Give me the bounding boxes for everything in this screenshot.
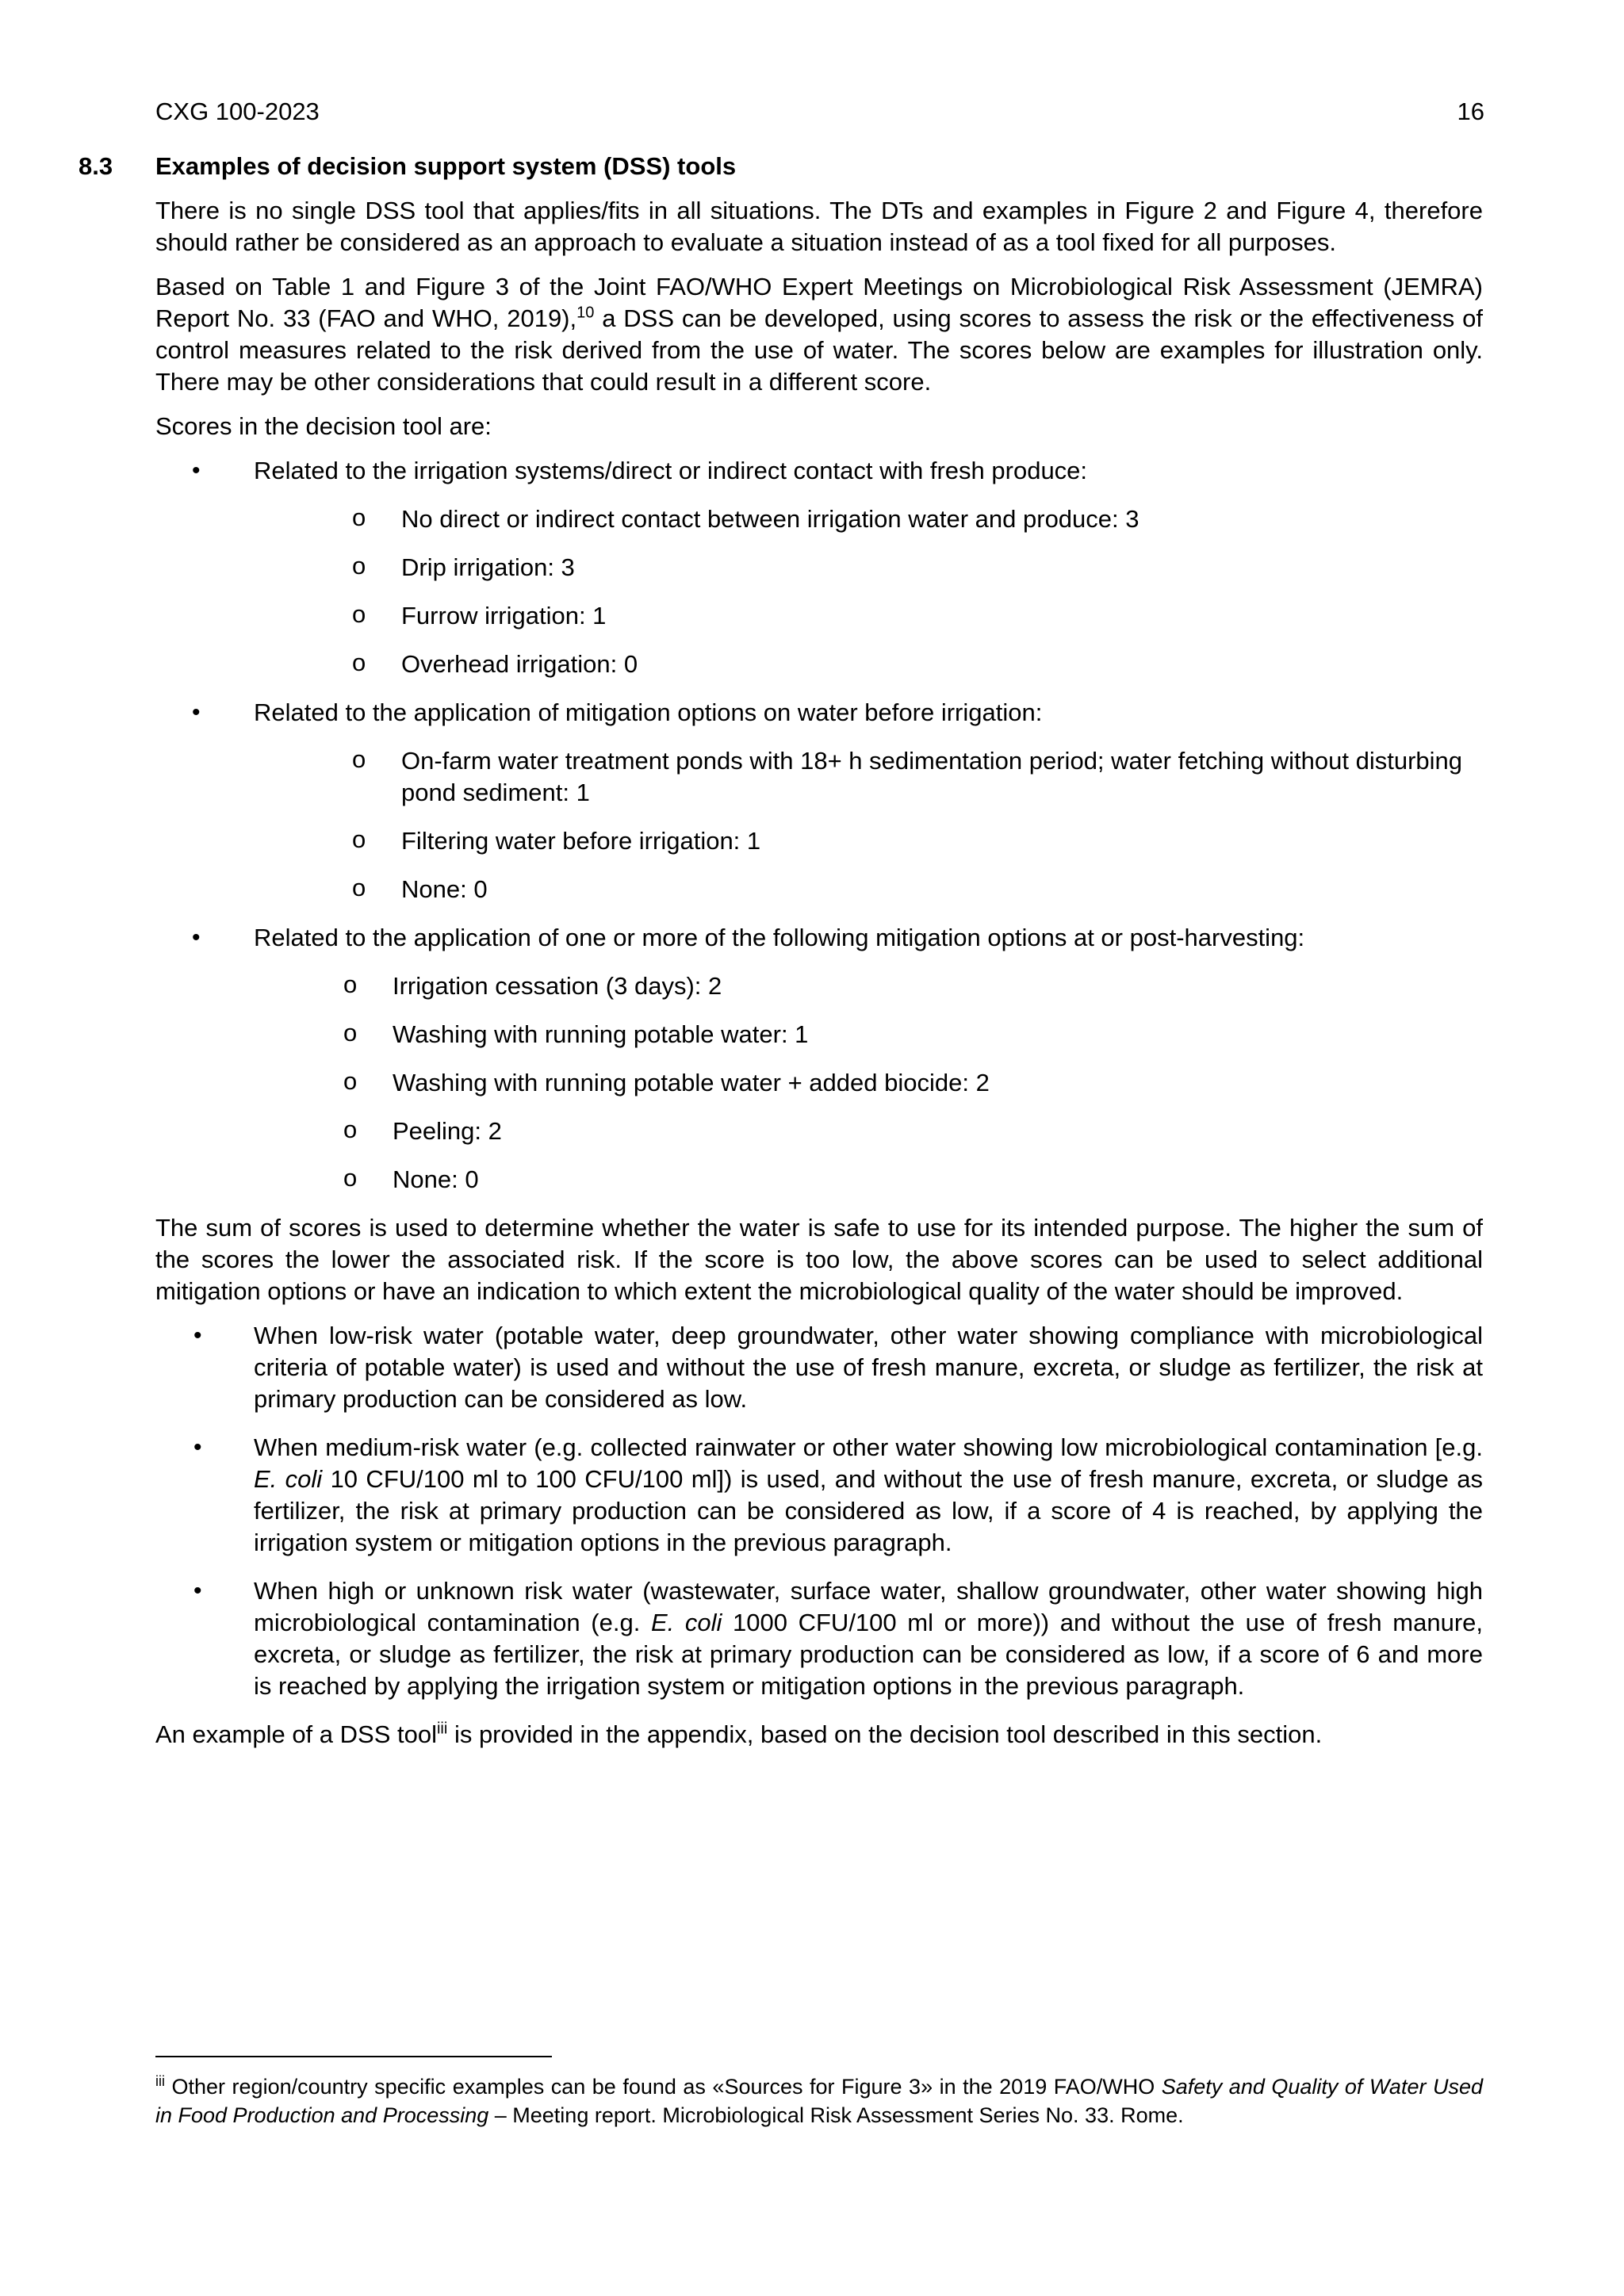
score-item-text: Washing with running potable water + added biocide: 2 [393,1069,990,1096]
sub-bullet-icon: o [343,1067,358,1095]
paragraph-dss-text-a: An example of a DSS tool [155,1720,437,1748]
score-item-text: None: 0 [393,1165,479,1193]
sub-bullet-icon: o [343,1115,358,1143]
paragraph-scores-intro: Scores in the decision tool are: [155,412,492,440]
footnote-text-a: Other region/country specific examples can be found as «Sources for Figure 3» in the 2019 FAO/WHO [165,2075,1162,2099]
sub-bullet-icon: o [343,970,358,998]
score-group-post-harvest [155,922,1483,1196]
organism-name: E. coli [650,1609,722,1636]
page-number: 16 [1457,98,1484,125]
sub-bullet-icon: o [343,1164,358,1192]
score-item [254,825,1483,857]
score-item-text: Peeling: 2 [393,1117,502,1145]
risk-high-text-a: When high or unknown risk water (wastewater, surface water, shallow groundwater, other water showing high microbiological contamination (e.g. [254,1577,1483,1636]
score-item [254,600,1483,632]
score-item-text: None: 0 [401,875,488,903]
section-title: Examples of decision support system (DSS) tools [155,152,737,180]
footnote-text-b: – Meeting report. Microbiological Risk Assessment Series No. 33. Rome. [488,2103,1184,2127]
paragraph-jemra [155,271,1483,398]
score-item-text: No direct or indirect contact between irrigation water and produce: 3 [401,505,1139,533]
score-group-label: Related to the irrigation systems/direct or indirect contact with fresh produce: [254,457,1088,484]
paragraph-dss-text-b: is provided in the appendix, based on the decision tool described in this section. [447,1720,1323,1748]
footnote-report-title: Safety and Quality of Water Used in Food Production and Processing [155,2075,1483,2127]
score-item [254,970,1483,1002]
score-item [254,1115,1483,1147]
score-item-text: Irrigation cessation (3 days): 2 [393,972,722,1000]
score-item [254,552,1483,584]
score-items [254,970,1483,1196]
sub-bullet-icon: o [352,874,366,901]
sub-bullet-icon: o [343,1019,358,1047]
score-item-text: Furrow irrigation: 1 [401,602,607,629]
risk-high [155,1575,1483,1702]
risk-medium [155,1432,1483,1559]
organism-name: E. coli [254,1465,323,1493]
score-item [254,1019,1483,1050]
bullet-icon: • [192,924,201,951]
score-item [254,874,1483,905]
risk-low [155,1320,1483,1415]
section-body [79,151,1483,1763]
bullet-icon: • [193,1322,202,1349]
score-item [254,649,1483,680]
risk-medium-text-b: 10 CFU/100 ml to 100 CFU/100 ml]) is used, and without the use of fresh manure, excreta, or sludge as fertilizer, the risk at primary production can be considered as low, if a score of 4 is reached, by applying the irrigation system or mitigation options in the previous paragraph. [254,1465,1483,1556]
score-group-label: Related to the application of one or more of the following mitigation options at or post-harvesting: [254,924,1305,951]
score-group-irrigation [155,455,1483,680]
bullet-icon: • [193,1434,202,1460]
risk-level-list [155,1320,1483,1702]
footnote-divider [155,2056,552,2057]
paragraph-intro: There is no single DSS tool that applies/fits in all situations. The DTs and examples in Figure 2 and Figure 4, therefore should rather be considered as an approach to evaluate a situation instead of as a tool fixed for all purposes. [155,197,1483,256]
score-group-label: Related to the application of mitigation options on water before irrigation: [254,698,1043,726]
score-item-text: On-farm water treatment ponds with 18+ h sedimentation period; water fetching without disturbing pond sediment: 1 [401,747,1463,806]
paragraph-dss-example [155,1719,1483,1751]
footnote-ref-iii[interactable]: iii [436,1720,448,1738]
risk-high-text-b: 1000 CFU/100 ml or more)) and without the use of fresh manure, excreta, or sludge as fertilizer, the risk at primary production can be considered as low, if a score of 6 and more is reached by applying the irrigation system or mitigation options in the previous paragraph. [254,1609,1483,1700]
score-item-text: Overhead irrigation: 0 [401,650,638,678]
sub-bullet-icon: o [352,600,366,628]
risk-low-text: When low-risk water (potable water, deep groundwater, other water showing compliance with microbiological criteria of potable water) is used and without the use of fresh manure, excreta, or sludge as fertilizer, the risk at primary production can be considered as low. [254,1322,1483,1413]
score-item-text: Filtering water before irrigation: 1 [401,827,761,855]
bullet-icon: • [192,457,201,484]
sub-bullet-icon: o [352,552,366,580]
score-item [254,503,1483,535]
paragraph-jemra-text-b: a DSS can be developed, using scores to assess the risk or the effectiveness of control measures related to the risk derived from the use of water. The scores below are examples for illustration only. There may be other considerations that could result in a different score. [155,304,1483,396]
sub-bullet-icon: o [352,503,366,531]
reference-10: 10 [576,304,595,322]
bullet-icon: • [193,1578,202,1604]
score-groups-list [155,455,1483,1196]
risk-medium-text-a: When medium-risk water (e.g. collected rainwater or other water showing low microbiological contamination [e.g. [254,1433,1483,1461]
score-item [254,1164,1483,1196]
score-group-pre-irrigation [155,697,1483,905]
score-item [254,1067,1483,1099]
footnote-mark: iii [155,2073,165,2089]
score-items [254,745,1483,905]
score-items [254,503,1483,680]
sub-bullet-icon: o [352,745,366,773]
footnote [155,2072,1483,2130]
bullet-icon: • [192,699,201,725]
sub-bullet-icon: o [352,825,366,853]
score-item-text: Washing with running potable water: 1 [393,1020,809,1048]
paragraph-jemra-text-a: Based on Table 1 and Figure 3 of the Joint FAO/WHO Expert Meetings on Microbiological Risk Assessment (JEMRA) Report No. 33 (FAO and WHO, 2019), [155,273,1483,332]
document-code: CXG 100-2023 [155,98,320,125]
section-number: 8.3 [79,152,113,180]
score-item-text: Drip irrigation: 3 [401,553,575,581]
score-item [254,745,1483,809]
paragraph-sum-of-scores: The sum of scores is used to determine whether the water is safe to use for its intended purpose. The higher the sum of the scores the lower the associated risk. If the score is too low, the above scores can be used to select additional mitigation options or have an indication to which extent the microbiological quality of the water should be improved. [155,1214,1483,1305]
sub-bullet-icon: o [352,649,366,676]
